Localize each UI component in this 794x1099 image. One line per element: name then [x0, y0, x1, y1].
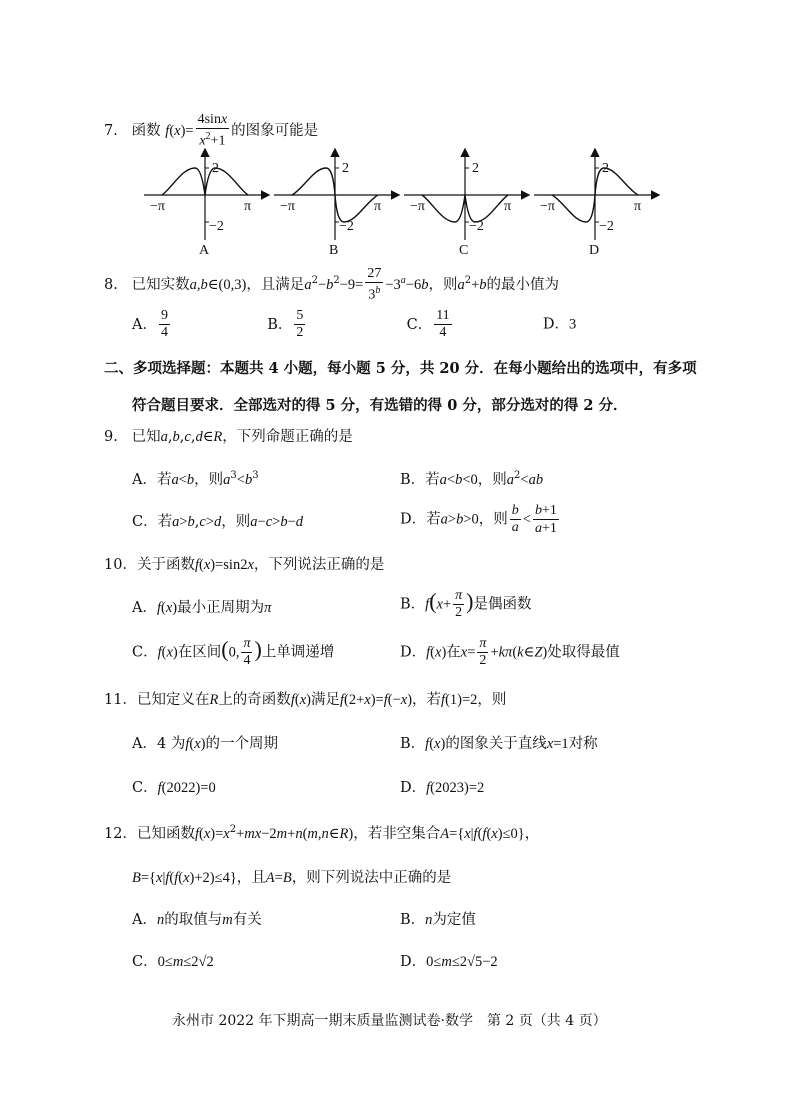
svg-text:−2: −2 [209, 219, 224, 234]
svg-text:π: π [634, 199, 642, 214]
q7-graph-set [140, 148, 660, 260]
svg-text:π: π [244, 199, 252, 214]
graph-a [144, 150, 268, 258]
svg-text:−2: −2 [469, 219, 484, 234]
q12-option-c: C．0≤m≤2√2 [132, 954, 214, 970]
svg-text:−π: −π [150, 199, 165, 214]
q11-option-a: A．4 为f(x)的一个周期 [132, 736, 278, 752]
svg-text:−π: −π [410, 199, 425, 214]
svg-text:−π: −π [280, 199, 295, 214]
svg-text:−2: −2 [599, 219, 614, 234]
q10-option-b: B．f(x+ $\frac{\pi}{2}$ )是偶函数 [400, 588, 532, 620]
svg-text:2: 2 [472, 161, 479, 176]
q9-option-a: A．若a<b，则$a^3<b^3$ [132, 470, 259, 488]
svg-text:C: C [459, 243, 469, 258]
q8-stem: 8. 已知实数a,b∈(0,3)，且满足$a^2-b^2-9=$ $\frac{27}{3^b}$ $-3^a-6b$，则$a^2+b$的最小值为 [104, 266, 560, 303]
q10-option-a: A．f(x)最小正周期为π [132, 600, 272, 616]
q9-option-c: C．若a>b,c>d，则a−c>b−d [132, 514, 304, 530]
svg-text:−π: −π [540, 199, 555, 214]
q8-option-d: D．3 [542, 316, 577, 333]
q10-stem: 10．关于函数f(x)=sin2x，下列说法正确的是 [104, 557, 385, 573]
q9-option-b: B．若a<b<0，则$a^2<ab$ [400, 470, 544, 488]
svg-text:2: 2 [212, 161, 219, 176]
graph-d [534, 150, 658, 258]
q12-stem-line1: 12．已知函数$f(x)=x^2+mx-2m+n(m,n\in R)$，若非空集合A={x|f(f(x)≤0}， [104, 824, 540, 842]
q9-stem: 9. 已知a,b,c,d∈R，下列命题正确的是 [104, 429, 353, 445]
q10-option-c: C．f(x)在区间(0, $\frac{\pi}{4}$ )上单调递增 [132, 636, 335, 668]
svg-text:B: B [329, 243, 339, 258]
svg-text:D: D [589, 243, 600, 258]
q11-option-c: C．f(2022)=0 [132, 780, 216, 796]
q12-option-a: A．n的取值与m有关 [132, 912, 262, 928]
q11-option-b: B．f(x)的图象关于直线x=1对称 [400, 736, 598, 752]
section2-heading-line1: 二、多项选择题：本题共 4 小题，每小题 5 分，共 20 分．在每小题给出的选项中，有多项 [104, 360, 697, 377]
q11-stem: 11．已知定义在R上的奇函数f(x)满足f(2+x)=f(−x)，若f(1)=2，则 [104, 692, 507, 708]
q9-option-d: D．若a>b>0，则 $\frac{b}{a}$ < $\frac{b+1}{a+1}$ [400, 503, 557, 536]
q8-option-b: B． $\frac{5}{2}$ [267, 308, 304, 340]
svg-text:π: π [374, 199, 382, 214]
graph-c [404, 150, 528, 258]
q7-stem: 7. 函数 f(x)= $\frac{4\sin x}{x^2+1}$ 的图象可能是 [104, 112, 319, 149]
page-footer: 永州市 2022 年下期高一期末质量监测试卷·数学 第 2 页（共 4 页） [172, 1013, 607, 1029]
svg-text:A: A [199, 243, 210, 258]
q12-option-b: B．n为定值 [400, 912, 476, 928]
q8-options [132, 308, 576, 341]
q10-option-d: D．f(x)在x= $\frac{\pi}{2}$ +kπ(k∈Z)处取得最值 [400, 636, 620, 668]
graph-b [274, 150, 398, 258]
svg-text:π: π [504, 199, 512, 214]
section2-heading-line2: 符合题目要求．全部选对的得 5 分，有选错的得 0 分，部分选对的得 2 分． [132, 397, 628, 414]
q12-option-d: D．0≤m≤2√5−2 [400, 954, 498, 970]
question-number: 7. [104, 122, 118, 139]
q8-option-c: C． $\frac{11}{4}$ [406, 308, 450, 340]
q12-stem-line2: B={x|f(f(x)+2)≤4}，且A=B，则下列说法中正确的是 [132, 870, 452, 886]
q8-option-a: A． $\frac{9}{4}$ [132, 308, 168, 340]
q11-option-d: D．f(2023)=2 [400, 780, 485, 796]
svg-text:2: 2 [342, 161, 349, 176]
svg-text:2: 2 [602, 161, 609, 176]
svg-text:−2: −2 [339, 219, 354, 234]
